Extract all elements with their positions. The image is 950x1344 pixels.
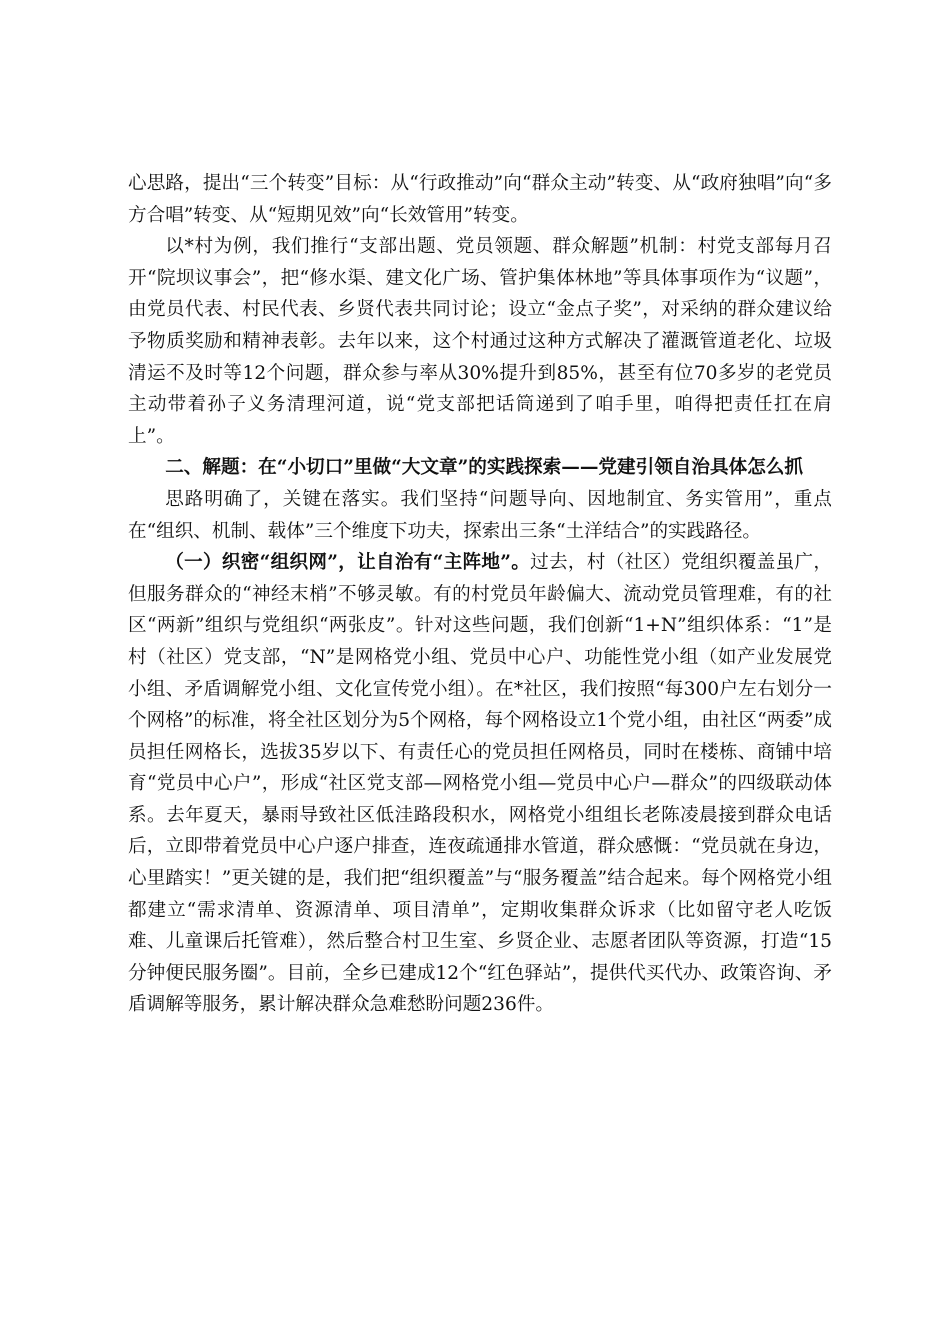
paragraph-continuation: 心思路，提出“三个转变”目标：从“行政推动”向“群众主动”转变、从“政府独唱”向“多方合唱”转变、从“短期见效”向“长效管用”转变。 — [128, 173, 832, 226]
paragraph-section-intro: 思路明确了，关键在落实。我们坚持“问题导向、因地制宜、务实管用”，重点在“组织、机制、载体”三个维度下功夫，探索出三条“土洋结合”的实践路径。 — [128, 488, 832, 542]
paragraph-organization-network-body: 过去，村（社区）党组织覆盖虽广，但服务群众的“神经末梢”不够灵敏。有的村党员年龄偏大、流动党员管理难，有的社区“两新”组织与党组织“两张皮”。针对这些问题，我们创新“1+N”组织体系：“1”是村（社区）党支部，“N”是网格党小组、党员中心户、功能性党小组（如产业发展党小组、矛盾调解党小组、文化宣传党小组）。在*社区，我们按照“每300户左右划分一个网格”的标准，将全社区划分为5个网格，每个网格设立1个党小组，由社区“两委”成员担任网格长，选拔35岁以下、有责任心的党员担任网格员，同时在楼栋、商铺中培育“党员中心户”，形成“社区党支部—网格党小组—党员中心户—群众”的四级联动体系。去年夏天，暴雨导致社区低洼路段积水，网格党小组组长老陈凌晨接到群众电话后，立即带着党员中心户逐户排查，连夜疏通排水管道，群众感慨：“党员就在身边，心里踏实！”更关键的是，我们把“组织覆盖”与“服务覆盖”结合起来。每个网格党小组都建立“需求清单、资源清单、项目清单”，定期收集群众诉求（比如留守老人吃饭难、儿童课后托管难），然后整合村卫生室、乡贤企业、志愿者团队等资源，打造“15分钟便民服务圈”。目前，全乡已建成12个“红色驿站”，提供代买代办、政策咨询、矛盾调解等服务，累计解决群众急难愁盼问题236件。 — [128, 552, 832, 1016]
paragraph-organization-network — [128, 547, 832, 1021]
document-body — [128, 168, 832, 1021]
paragraph-village-example: 以*村为例，我们推行“支部出题、党员领题、群众解题”机制：村党支部每月召开“院坝议事会”，把“修水渠、建文化广场、管护集体林地”等具体事项作为“议题”，由党员代表、村民代表、乡贤代表共同讨论；设立“金点子奖”，对采纳的群众建议给予物质奖励和精神表彰。去年以来，这个村通过这种方式解决了灌溉管道老化、垃圾清运不及时等12个问题，群众参与率从30%提升到85%，甚至有位70多岁的老党员主动带着孙子义务清理河道，说“党支部把话筒递到了咱手里，咱得把责任扛在肩上”。 — [128, 236, 832, 447]
subheading-organization-network: （一）织密“组织网”，让自治有“主阵地”。 — [165, 552, 531, 574]
section-heading-2: 二、解题：在“小切口”里做“大文章”的实践探索——党建引领自治具体怎么抓 — [165, 457, 803, 479]
